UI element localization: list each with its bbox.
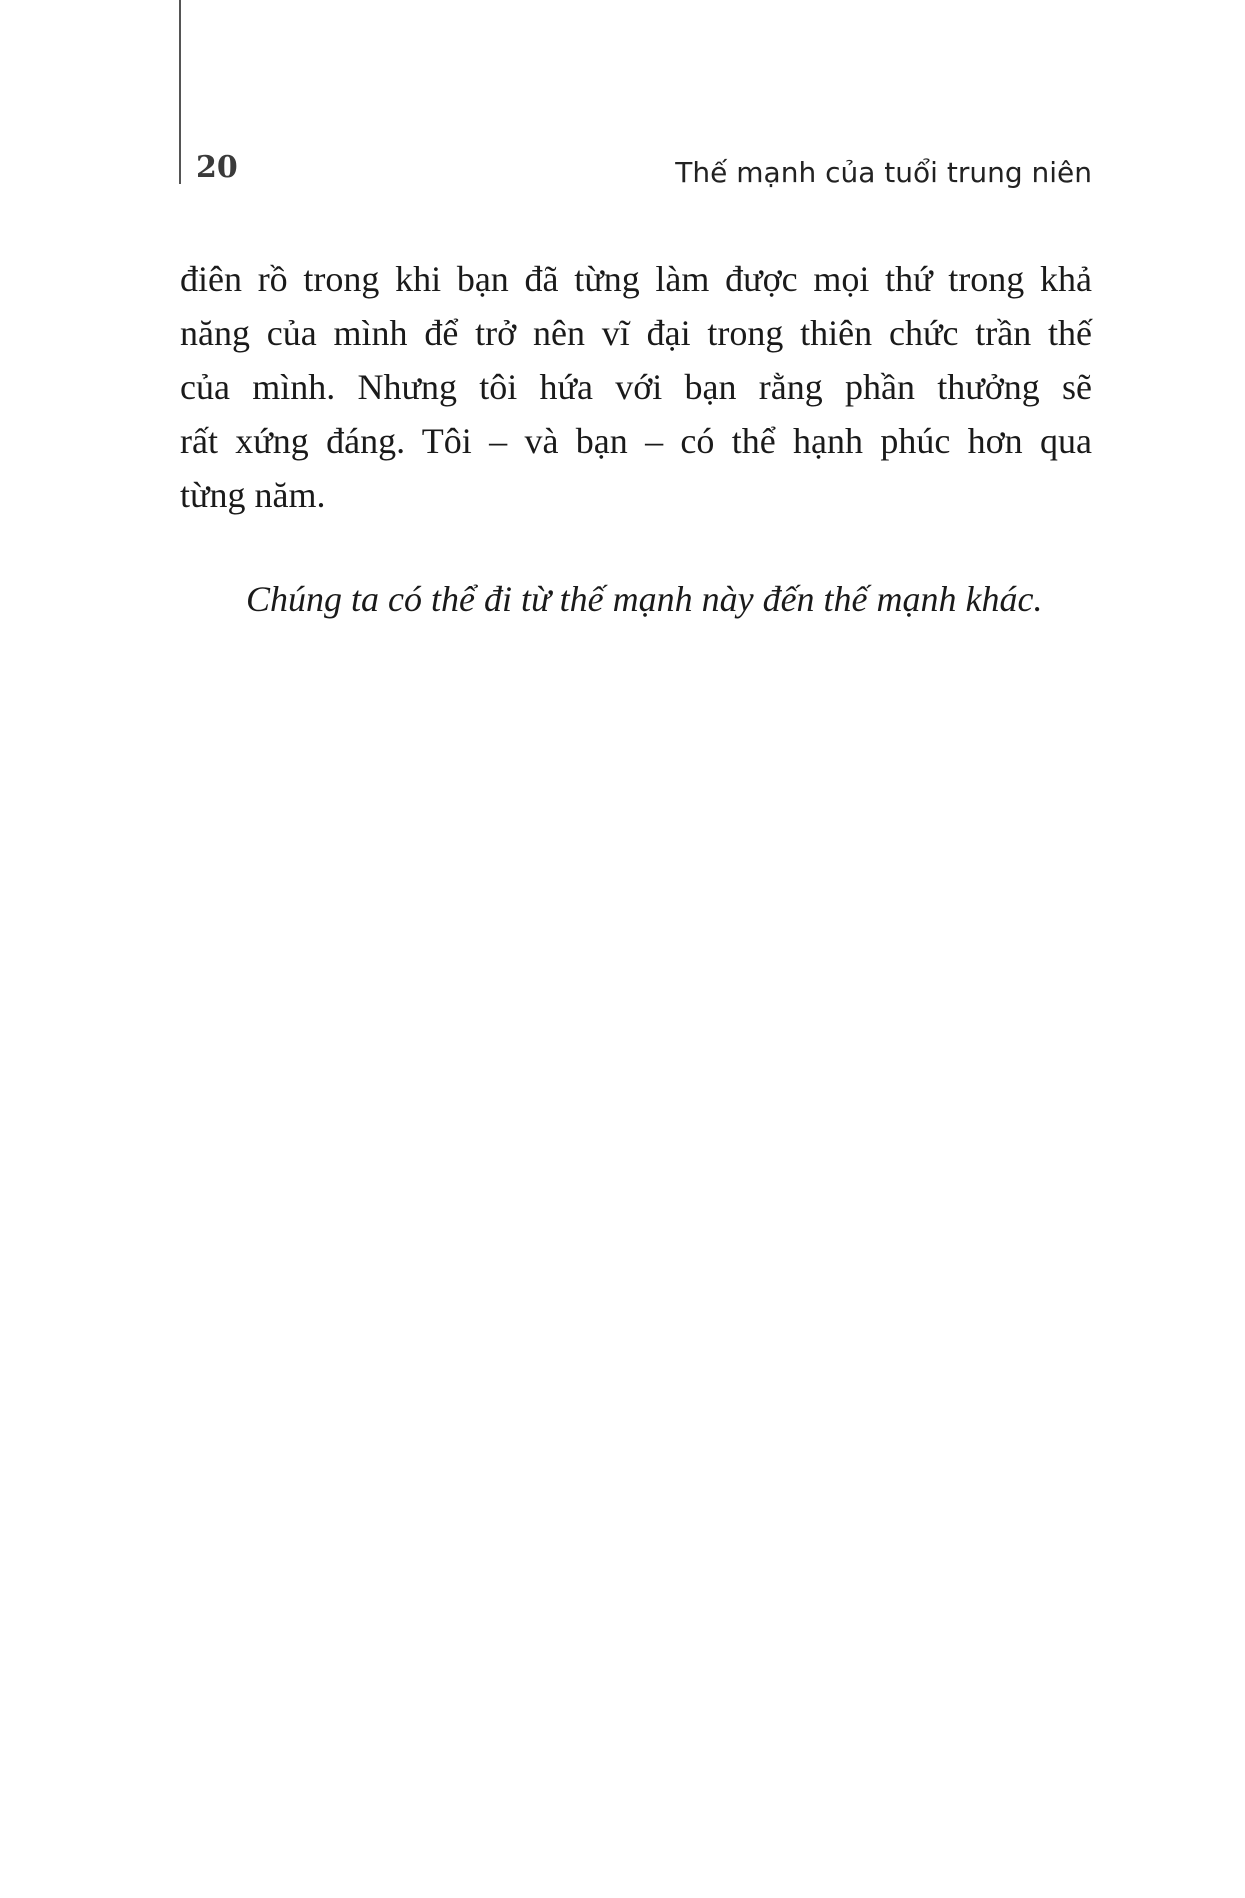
body-line: rất xứng đáng. Tôi – và bạn – có thể hạnh phúc hơn qua <box>180 421 1092 461</box>
running-title: Thế mạnh của tuổi trung niên <box>675 156 1092 189</box>
body-line: của mình. Nhưng tôi hứa với bạn rằng phần thưởng sẽ <box>180 367 1092 407</box>
body-line: năng của mình để trở nên vĩ đại trong thiên chức trần thế <box>180 313 1092 353</box>
body-line: điên rồ trong khi bạn đã từng làm được mọi thứ trong khả <box>180 259 1092 299</box>
body-paragraph <box>180 252 1092 522</box>
page-number: 20 <box>196 150 238 185</box>
body-line: từng năm. <box>180 475 326 515</box>
italic-quote: Chúng ta có thể đi từ thế mạnh này đến thế mạnh khác. <box>246 579 1043 619</box>
margin-rule <box>179 0 181 184</box>
